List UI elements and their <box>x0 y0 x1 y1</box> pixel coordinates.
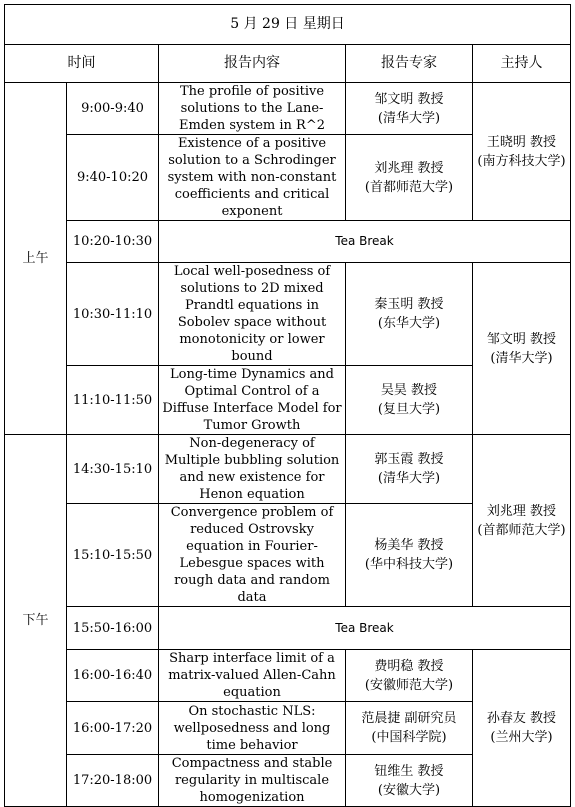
speaker-cell <box>346 366 473 435</box>
speaker-affiliation: (中国科学院) <box>371 730 447 745</box>
speaker-affiliation: (清华大学) <box>377 110 441 126</box>
talk-title: The profile of positive solutions to the Lane-Emden system in R^2 <box>159 83 346 135</box>
header-speaker: 报告专家 <box>346 45 473 83</box>
host-name: 孙春友 教授 <box>486 711 557 726</box>
speaker-affiliation: (东华大学) <box>377 316 441 331</box>
talk-title: Existence of a positive solution to a Schrodinger system with non-constant coefficients and critical exponent <box>159 135 346 221</box>
host-affiliation: (清华大学) <box>490 350 553 366</box>
host-affiliation: (兰州大学) <box>490 730 553 745</box>
speaker-cell <box>346 435 473 504</box>
table-row <box>5 221 571 263</box>
speaker-name: 秦玉明 教授 <box>374 297 444 312</box>
speaker-name: 杨美华 教授 <box>374 538 444 553</box>
schedule-date-title: 5 月 29 日 星期日 <box>5 5 571 45</box>
row-time: 10:20-10:30 <box>67 221 159 263</box>
header-content: 报告内容 <box>159 45 346 83</box>
speaker-affiliation: (华中科技大学) <box>364 557 454 572</box>
speaker-affiliation: (安徽师范大学) <box>364 677 454 693</box>
speaker-affiliation: (安徽大学) <box>377 782 441 798</box>
row-time: 15:50-16:00 <box>67 607 159 650</box>
table-row <box>5 650 571 702</box>
table-row <box>5 83 571 135</box>
session-afternoon: 下午 <box>5 435 67 807</box>
speaker-cell <box>346 650 473 702</box>
talk-title: Non-degeneracy of Multiple bubbling solution and new existence for Henon equation <box>159 435 346 504</box>
host-name: 邹文明 教授 <box>486 331 557 347</box>
speaker-cell <box>346 263 473 366</box>
speaker-name: 郭玉霞 教授 <box>374 452 444 467</box>
title-row <box>5 5 571 45</box>
speaker-cell <box>346 83 473 135</box>
header-host: 主持人 <box>473 45 571 83</box>
host-name: 刘兆理 教授 <box>486 503 557 519</box>
speaker-name: 范晨捷 副研究员 <box>361 711 457 726</box>
host-cell <box>473 263 571 435</box>
row-time: 11:10-11:50 <box>67 366 159 435</box>
row-time: 9:00-9:40 <box>67 83 159 135</box>
row-time: 14:30-15:10 <box>67 435 159 504</box>
talk-title: Compactness and stable regularity in multiscale homogenization <box>159 755 346 807</box>
host-name: 王晓明 教授 <box>486 134 557 150</box>
table-row <box>5 263 571 366</box>
speaker-affiliation: (清华大学) <box>377 471 441 486</box>
talk-title: Long-time Dynamics and Optimal Control of a Diffuse Interface Model for Tumor Growth <box>159 366 346 435</box>
row-time: 16:00-16:40 <box>67 650 159 702</box>
header-row <box>5 45 571 83</box>
speaker-affiliation: (复旦大学) <box>377 402 441 417</box>
host-cell <box>473 435 571 607</box>
speaker-name: 吴昊 教授 <box>380 383 438 398</box>
host-cell <box>473 650 571 807</box>
talk-title: On stochastic NLS: wellposedness and long time behavior <box>159 702 346 755</box>
row-time: 10:30-11:10 <box>67 263 159 366</box>
speaker-name: 费明稳 教授 <box>374 658 444 674</box>
session-morning: 上午 <box>5 83 67 435</box>
speaker-cell <box>346 755 473 807</box>
host-cell <box>473 83 571 221</box>
speaker-cell <box>346 504 473 607</box>
speaker-cell <box>346 702 473 755</box>
speaker-name: 刘兆理 教授 <box>374 160 444 176</box>
speaker-affiliation: (首都师范大学) <box>364 179 454 195</box>
table-row <box>5 435 571 504</box>
talk-title: Sharp interface limit of a matrix-valued Allen-Cahn equation <box>159 650 346 702</box>
talk-title: Convergence problem of reduced Ostrovsky equation in Fourier-Lebesgue spaces with rough data and random data <box>159 504 346 607</box>
row-time: 9:40-10:20 <box>67 135 159 221</box>
row-time: 15:10-15:50 <box>67 504 159 607</box>
table-row <box>5 607 571 650</box>
header-time: 时间 <box>5 45 159 83</box>
tea-break: Tea Break <box>159 607 571 650</box>
speaker-name: 邹文明 教授 <box>374 91 444 107</box>
tea-break: Tea Break <box>159 221 571 263</box>
row-time: 17:20-18:00 <box>67 755 159 807</box>
row-time: 16:00-17:20 <box>67 702 159 755</box>
talk-title: Local well-posedness of solutions to 2D mixed Prandtl equations in Sobolev space without monotonicity or lower bound <box>159 263 346 366</box>
host-affiliation: (南方科技大学) <box>477 153 566 169</box>
schedule-table <box>4 4 571 807</box>
speaker-name: 钮维生 教授 <box>374 763 444 779</box>
speaker-cell <box>346 135 473 221</box>
host-affiliation: (首都师范大学) <box>477 522 566 538</box>
